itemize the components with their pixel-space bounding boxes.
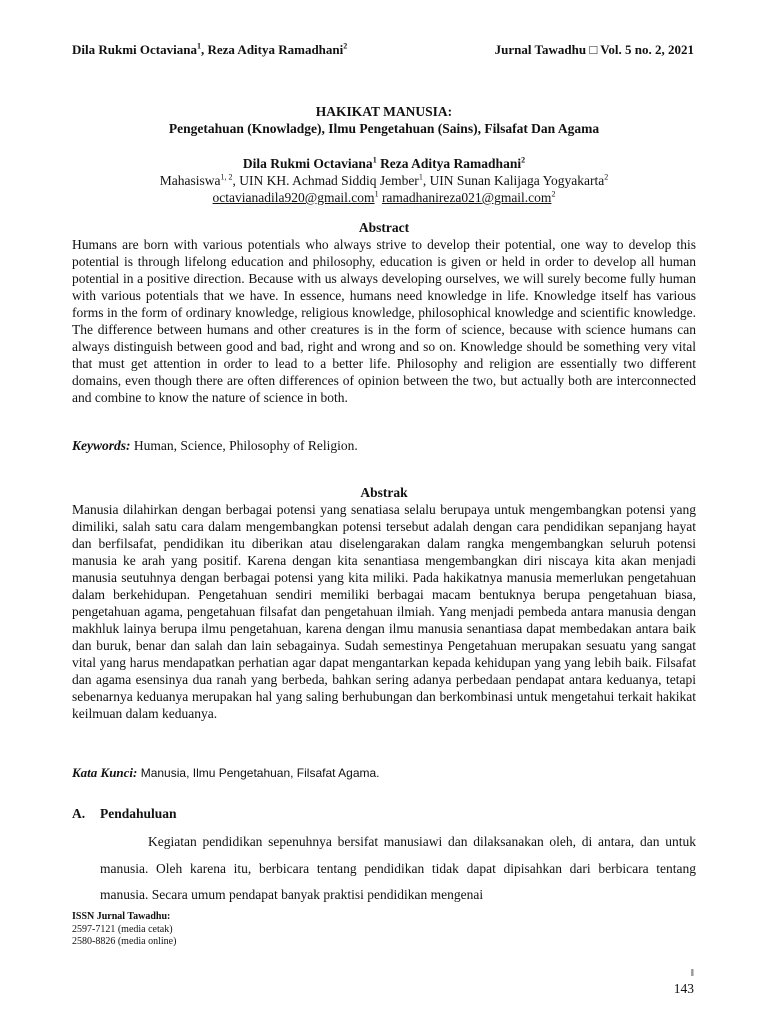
page-mark-icon: ‖: [690, 967, 694, 979]
page-number-block: [674, 966, 694, 996]
paper-subtitle: Pengetahuan (Knowladge), Ilmu Pengetahuan (Sains), Filsafat Dan Agama: [168, 121, 600, 136]
affil-sup-a: 1, 2: [220, 172, 233, 182]
kata-kunci-value: Manusia, Ilmu Pengetahuan, Filsafat Agama.: [137, 766, 380, 780]
author-line: [72, 155, 696, 172]
section-heading: [72, 806, 177, 822]
kata-kunci-label: Kata Kunci:: [72, 765, 138, 780]
header-sup-1: 1: [196, 41, 201, 51]
section-paragraph: Kegiatan pendidikan sepenuhnya bersifat manusiawi dan dilaksanakan oleh, di antara, dan untuk manusia. Oleh karena itu, berbicara tentang pendidikan tidak dapat dipisahkan dari berbicara tentang manusia. Secara umum pendapat banyak praktisi pendidikan mengenai: [100, 834, 696, 902]
email-line: [72, 189, 696, 206]
email-sup-1: 1: [374, 189, 379, 199]
affil-prefix: Mahasiswa: [159, 173, 221, 188]
issn-footer: [72, 911, 176, 949]
header-authors: [72, 42, 347, 58]
affil-sup-b: 1: [418, 172, 423, 182]
title-block: [72, 103, 696, 206]
issn-print: 2597-7121 (media cetak): [72, 923, 173, 935]
issn-online: 2580-8826 (media online): [72, 936, 177, 947]
keywords-value: Human, Science, Philosophy of Religion.: [130, 438, 358, 453]
kata-kunci-line: [72, 765, 696, 781]
email-link-2[interactable]: ramadhanireza021@gmail.com: [381, 190, 552, 205]
header-journal: Jurnal Tawadhu □ Vol. 5 no. 2, 2021: [494, 42, 694, 57]
author-2: Reza Aditya Ramadhani: [376, 156, 522, 171]
issn-heading: ISSN Jurnal Tawadhu:: [72, 911, 171, 922]
affil-1: , UIN KH. Achmad Siddiq Jember: [232, 173, 419, 188]
affiliation-line: [72, 172, 696, 189]
section-title: Pendahuluan: [100, 806, 177, 821]
page-number: 143: [673, 981, 694, 996]
header-sup-2: 2: [343, 41, 348, 51]
abstrak-heading: Abstrak: [360, 485, 408, 500]
abstract-heading: Abstract: [358, 220, 410, 235]
keywords-line: [72, 437, 696, 454]
paper-title: HAKIKAT MANUSIA:: [315, 104, 453, 119]
keywords-label: Keywords:: [72, 438, 131, 453]
author-2-sup: 2: [521, 155, 526, 165]
abstrak-text: Manusia dilahirkan dengan berbagai potensi yang senatiasa selalu berupaya untuk mengembangkan potensi yang dimiliki, salah satu cara dalam mengembangkan potensi tersebut adalah dengan cara pendidikan sepanjang hayat dan berfilsafat, pendidikan itu diberikan atau diselengarakan dalam rangka mengembangkan seluruh potensi manusia ke arah yang positif. Karena dengan kita senantiasa mengembangkan diri niscaya kita akan menjadi manusia seutuhnya dengan berbagai potensi yang kita miliki. Pada hakikatnya manusia memerlukan pengetahuan dalam berkehidupan. Pengetahuan sendiri memiliki berbagai macam bentuknya berupa pengetahuan biasa, pengetahuan agama, pengetahuan filsafat dan pengetahuan ilmiah. Yang menjadi pembeda antara manusia dengan makhluk lainya berupa ilmu pengetahuan, karena dengan ilmu manusia senantiasa dapat membedakan antara baik dan buruk, benar dan salah dan lain sebagainya. Sudah semestinya Pengetahuan merupakan sesuatu yang sangat vital yang harus mendapatkan perhatian agar dapat mengantarkan kepada kehidupan yang yang lebih baik. Filsafat dan agama esensinya dua ranah yang berbeda, bahkan sering adanya perbedaan pendapat antara keduanya, tetapi sebenarnya keduanya merupakan hal yang saling berhubungan dan berkombinasi untuk mengetahui terkait hakikat keilmuan dalam keduanya.: [72, 502, 696, 721]
running-header: [72, 42, 696, 62]
author-1-sup: 1: [372, 155, 377, 165]
abstract-text: Humans are born with various potentials who always strive to develop their potential, one way to develop this potential is through lifelong education and philosophy, education is given or held in order to develop all human potential in a positive direction. Because with us always developing ourselves, we will surely become fully human with various potentials that we have. In essence, humans need knowledge in life. Knowledge itself has various forms in the form of ordinary knowledge, religious knowledge, philosophical knowledge and scientific knowledge. The difference between humans and other creatures is in the form of science, because with science humans can always distinguish between good and bad, right and wrong and so on. Knowledge should be something very vital that must get attention in order to lead to a better life. Philosophy and religion are essentially two different domains, even though there are often differences of opinion between the two, but actually both are interconnected and combine to know the nature of science in both.: [72, 237, 696, 405]
email-sup-2: 2: [551, 189, 556, 199]
header-author-1: Dila Rukmi Octaviana: [72, 42, 197, 57]
header-author-2: , Reza Aditya Ramadhani: [200, 42, 344, 57]
affil-sup-c: 2: [604, 172, 609, 182]
section-number: A.: [72, 806, 86, 821]
author-1: Dila Rukmi Octaviana: [242, 156, 373, 171]
affil-2: , UIN Sunan Kalijaga Yogyakarta: [422, 173, 605, 188]
email-link-1[interactable]: octavianadila920@gmail.com: [212, 190, 375, 205]
